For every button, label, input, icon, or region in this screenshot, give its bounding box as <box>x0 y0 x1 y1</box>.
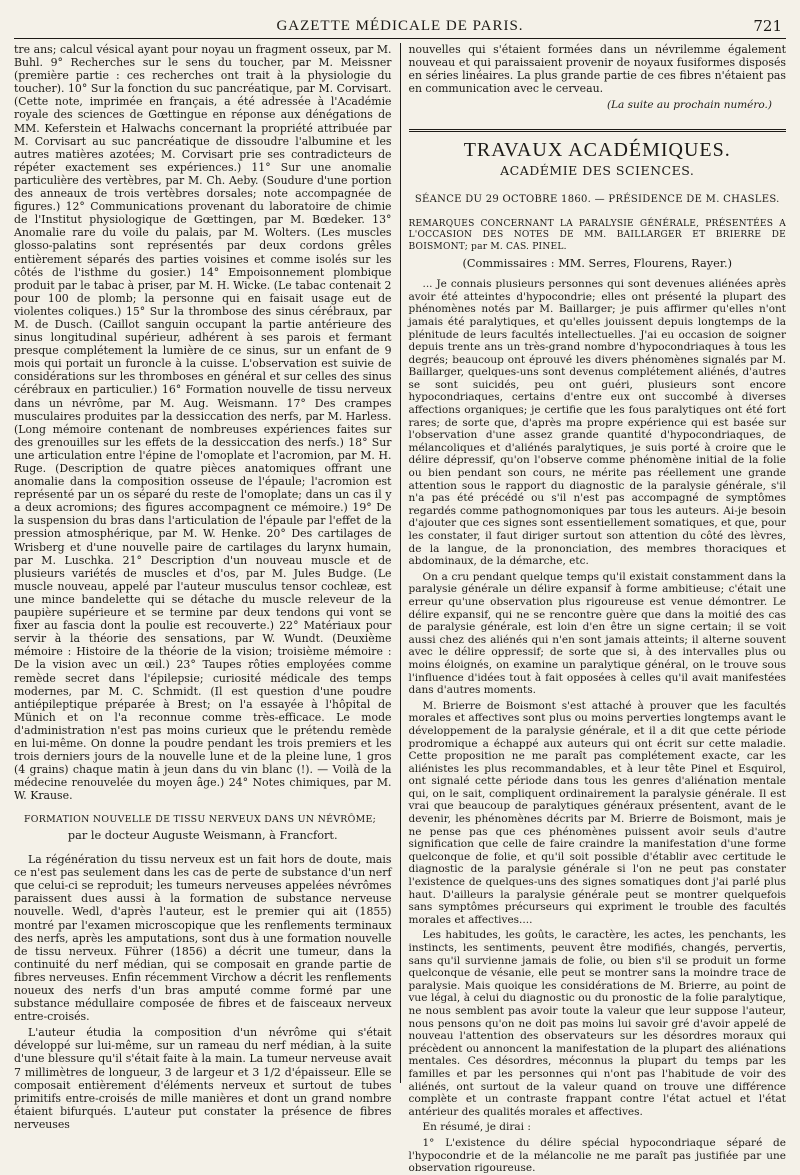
page-number: 721 <box>753 17 782 35</box>
left-intro-paragraph: tre ans; calcul vésical ayant pour noyau un fragment osseux, par M. Buhl. 9° Recherches sur le sens du toucher, par M. Meissner (première partie : ces recherches ont trait à la physiologie du toucher). 10° Sur la fonction du suc pancréatique, par M. Corvisart. (Cette note, imprimée en français, a été adressée à l'Académie royale des sciences de Gœttingue en réponse aux dénégations de MM. Keferstein et Halwachs concernant la propriété attribuée par M. Corvisart au suc pancréatique de dissoudre l'albumine et les autres matières azotées; M. Corvisart prie ses contradicteurs de répéter exactement ses expériences.) 11° Sur une anomalie particulière des vertèbres, par M. Ch. Aeby. (Soudure d'une portion des anneaux de trois vertèbres dorsales; note accompagnée de figures.) 12° Communications provenant du laboratoire de chimie de l'Institut physiologique de Gœttingen, par M. Bœdeker. 13° Anomalie rare du voile du palais, par M. Wolters. (Les muscles glosso-palatins sont représentés par deux cordons grêles entièrement séparés des parties voisines et comme isolés sur les côtés de l'isthme du gosier.) 14° Empoisonnement plombique produit par le tabac à priser, par M. H. Wicke. (Le tabac contenait 2 pour 100 de plomb; la personne qui en faisait usage eut de violentes coliques.) 15° Sur la thrombose des sinus cérébraux, par M. de Dusch. (Caillot sanguin occupant la partie antérieure des sinus longitudinal supérieur, adhérent à ses parois et fermant presque complétement la lumière de ce sinus, sur un enfant de 9 mois qui portait un furoncle à la cuisse. L'observation est suivie de considérations sur les thromboses en général et sur celles des sinus cérébraux en particulier.) 16° Formation nouvelle de tissu nerveux dans un névrôme, par M. Aug. Weismann. 17° Des crampes musculaires produites par la dessiccation des nerfs, par M. Harless. (Long mémoire contenant de nombreuses expériences faites sur des grenouilles sur les effets de la dessiccation des nerfs.) 18° Sur une articulation entre l'épine de l'omoplate et l'acromion, par M. H. Ruge. (Description de quatre pièces anatomiques offrant une anomalie dans la composition osseuse de l'épaule; l'acromion est représenté par un os séparé du reste de l'omoplate; dans un cas il y a deux acromions; des figures accompagnent ce mémoire.) 19° De la suspension du bras dans l'articulation de l'épaule par l'effet de la pression atmosphérique, par M. W. Henke. 20° Des cartilages de Wrisberg et d'une nouvelle paire de cartilages du larynx humain, par M. Luschka. 21° Description d'un nouveau muscle et de plusieurs variétés de muscles et d'os, par M. Jules Budge. (Le muscle nouveau, appelé par l'auteur musculus tensor cochleæ, est une mince bandelette qui se détache du muscle releveur de la paupière supérieure et se termine par deux tendons qui vont se fixer au fascia dont la poulie est recouverte.) 22° Matériaux pour servir à la théorie des sensations, par W. Wundt. (Deuxième mémoire : Histoire de la théorie de la vision; troisième mémoire : De la vision avec un œil.) 23° Taupes rôties employées comme remède secret dans l'épilepsie; curiosité médicale des temps modernes, par M. C. Schmidt. (Il est question d'une poudre antiépileptique préparée à Brest; on l'a essayée à l'hôpital de Münich et on l'a reconnue comme très-efficace. Le mode d'administration n'est pas moins curieux que le prétendu remède en lui-même. On donne la poudre pendant les trois premiers et les trois derniers jours de la nouvelle lune et de la pleine lune, 1 gros (4 grains) chaque matin à jeun dans du vin blanc (!). — Voilà de la médecine renouvelée du moyen âge.) 24° Notes chimiques, par M. W. Krause. <box>14 43 392 803</box>
continued-note: (La suite au prochain numéro.) <box>606 99 772 112</box>
section-title: TRAVAUX ACADÉMIQUES. <box>463 138 731 161</box>
left-paragraph-1: La régénération du tissu nerveux est un fait hors de doute, mais ce n'est pas seulement dans les cas de perte de substance d'un nerf que celui-ci se reproduit; les tumeurs nerveuses appelées névrômes paraissent dues aussi à la formation de substance nerveuse nouvelle. Wedl, d'après l'auteur, est le premier qui ait (1855) montré par l'examen microscopique que les renflements terminaux des nerfs, après les amputations, sont dus à une formation nouvelle de tissu nerveux. Führer (1856) a décrit une tumeur, dans la continuité du nerf médian, qui se composait en grande partie de fibres nerveuses. Enfin récemment Virchow a décrit les renflements noueux des nerfs d'un bras amputé comme formé par une substance médullaire composée de fibres et de faisceaux nerveux entre-croisés. <box>14 853 392 1024</box>
right-paragraph-4: Les habitudes, les goûts, le caractère, les actes, les penchants, les instincts, les sentiments, peuvent être modifiés, changés, pervertis, sans qu'il survienne jamais de folie, ou bien s'il se produit un forme quelconque de vésanie, elle peut se montrer sans la moindre trace de paralysie. Mais quoique les considérations de M. Brierre, au point de vue légal, à celui du diagnostic ou du pronostic de la folie paralytique, ne nous semblent pas avoir toute la valeur que leur suppose l'auteur, nous pensons qu'on ne doit pas moins lui savoir gré d'avoir appelé de nouveau l'attention des observateurs sur les désordres moraux qui précèdent ou annoncent la manifestation de la plupart des aliénations mentales. Ces désordres, méconnus la plupart du temps par les familles et par les personnes qui n'ont pas l'habitude de voir des aliénés, ont surtout de la valeur quand on trouve une différence complète et un contraste frappant contre l'état actuel et l'état antérieur des qualités morales et affectives. <box>408 929 786 1118</box>
article-author: par le docteur Auguste Weismann, à Francfort. <box>67 829 338 843</box>
subsection-title: ACADÉMIE DES SCIENCES. <box>500 162 695 178</box>
article-heading: FORMATION NOUVELLE DE TISSU NERVEUX DANS UN NÉVRÔME; <box>24 814 377 826</box>
page-header <box>14 14 786 39</box>
journal-title: GAZETTE MÉDICALE DE PARIS. <box>276 17 524 34</box>
right-column <box>401 43 787 1175</box>
session-heading: SÉANCE DU 29 OCTOBRE 1860. — PRÉSIDENCE DE M. CHASLES. <box>414 194 780 206</box>
section-divider <box>409 129 787 132</box>
right-paragraph-6: 1° L'existence du délire spécial hypocondriaque séparé de l'hypocondrie et de la mélancolie ne me paraît pas justifiée par une observation rigoureuse. <box>408 1136 786 1175</box>
right-paragraph-1: ... Je connais plusieurs personnes qui sont devenues aliénées après avoir été atteintes d'hypocondrie; elles ont présenté la plupart des phénomènes notés par M. Baillarger; je puis affirmer qu'elles n'ont jamais été paralytiques, et qu'elles jouissent depuis longtemps de la plénitude de leurs facultés intellectuelles. J'ai eu occasion de soigner depuis trente ans un très-grand nombre d'hypocondriaques à tous les degrés; beaucoup ont éprouvé les divers phénomènes signalés par M. Baillarger, quelques-uns sont devenus complétement aliénés, d'autres se sont suicidés, peu ont guéri, plusieurs sont encore hypocondriaques, certains d'entre eux ont succombé à diverses affections organiques; je certifie que les fous paralytiques ont été fort rares; de sorte que, d'après ma propre expérience qui est basée sur l'observation d'une assez grande quantité d'hypocondriaques, de mélancoliques et d'aliénés paralytiques, je suis porté à croire que le délire dépressif, qu'on l'observe comme phénomène initial de la folie ou bien pendant son cours, ne mérite pas réellement une grande attention sous le rapport du diagnostic de la paralysie générale, s'il n'a pas été précédé ou s'il n'est pas accompagné de symptômes regardés comme pathognomoniques par tous les auteurs. Ai-je besoin d'ajouter que ces signes sont essentiellement somatiques, et que, pour les constater, il faut diriger surtout son attention du côté des lèvres, de la langue, de la prononciation, des membres thoraciques et abdominaux, de la démarche, etc. <box>408 278 786 568</box>
right-paragraph-2: On a cru pendant quelque temps qu'il existait constamment dans la paralysie générale un délire expansif à forme ambitieuse; c'était une erreur qu'une observation plus rigoureuse est venue démontrer. Le délire expansif, qui ne se rencontre guère que dans la moitié des cas de paralysie générale, est loin d'en être un signe certain; il se voit aussi chez des aliénés qui n'en sont jamais atteints; il alterne souvent avec le délire oppressif; de sorte que si, à des intervalles plus ou moins éloignés, on examine un paralytique général, on le trouve sous l'influence d'idées tout à fait opposées à celles qu'il avait manifestées dans d'autres moments. <box>408 570 786 697</box>
right-top-paragraph: nouvelles qui s'étaient formées dans un névrilemme également nouveau et qui paraissaient provenir de noyaux fusiformes disposés en séries linéaires. La plus grande partie de ces fibres n'étaient pas en communication avec le cerveau. <box>408 43 786 96</box>
left-paragraph-2: L'auteur étudia la composition d'un névrôme qui s'était développé sur lui-même, sur un rameau du nerf médian, à la suite d'une blessure qu'il s'était faite à la main. La tumeur nerveuse avait 7 millimètres de longueur, 3 de largeur et 3 1/2 d'épaisseur. Elle se composait entièrement d'éléments nerveux et surtout de tubes primitifs entre-croisés de mille manières et dont un grand nombre étaient bifurqués. L'auteur put constater la présence de fibres nerveuses <box>14 1026 392 1131</box>
right-paragraph-3: M. Brierre de Boismont s'est attaché à prouver que les facultés morales et affectives sont plus ou moins perverties longtemps avant le développement de la paralysie générale, et il a dit que cette période prodromique a échappé aux auteurs qui ont écrit sur cette maladie. Cette proposition ne me paraît pas complétement exacte, car les aliénistes les plus recommandables, et à leur tête Pinel et Esquirol, ont signalé cette période dans tous les genres d'aliénation mentale qui, on le sait, compliquent ordinairement la paralysie générale. Il est vrai que beaucoup de paralytiques généraux présentent, avant de le devenir, les phénomènes décrits par M. Brierre de Boismont, mais je ne pense pas que ces phénomènes puissent avoir seuls d'autre signification que celle de faire craindre la manifestation d'une forme quelconque de folie, et qu'il soit possible d'établir avec certitude le diagnostic de la paralysie générale si l'on ne peut pas constater l'existence de quelques-uns des signes somatiques dont j'ai parlé plus haut. D'ailleurs la paralysie générale peut se montrer quelquefois sans symptômes précurseurs qui expriment le trouble des facultés morales et affectives.... <box>408 699 786 926</box>
right-paragraph-5: En résumé, je dirai : <box>422 1121 531 1134</box>
columns <box>14 43 786 1175</box>
left-column <box>14 43 401 1131</box>
commissioners-line: (Commissaires : MM. Serres, Flourens, Rayer.) <box>462 256 732 270</box>
communication-heading: REMARQUES CONCERNANT LA PARALYSIE GÉNÉRALE, PRÉSENTÉES A L'OCCASION DES NOTES DE MM. BAILLARGER ET BRIERRE DE BOISMONT; par M. CAS. PINEL. <box>408 218 786 252</box>
